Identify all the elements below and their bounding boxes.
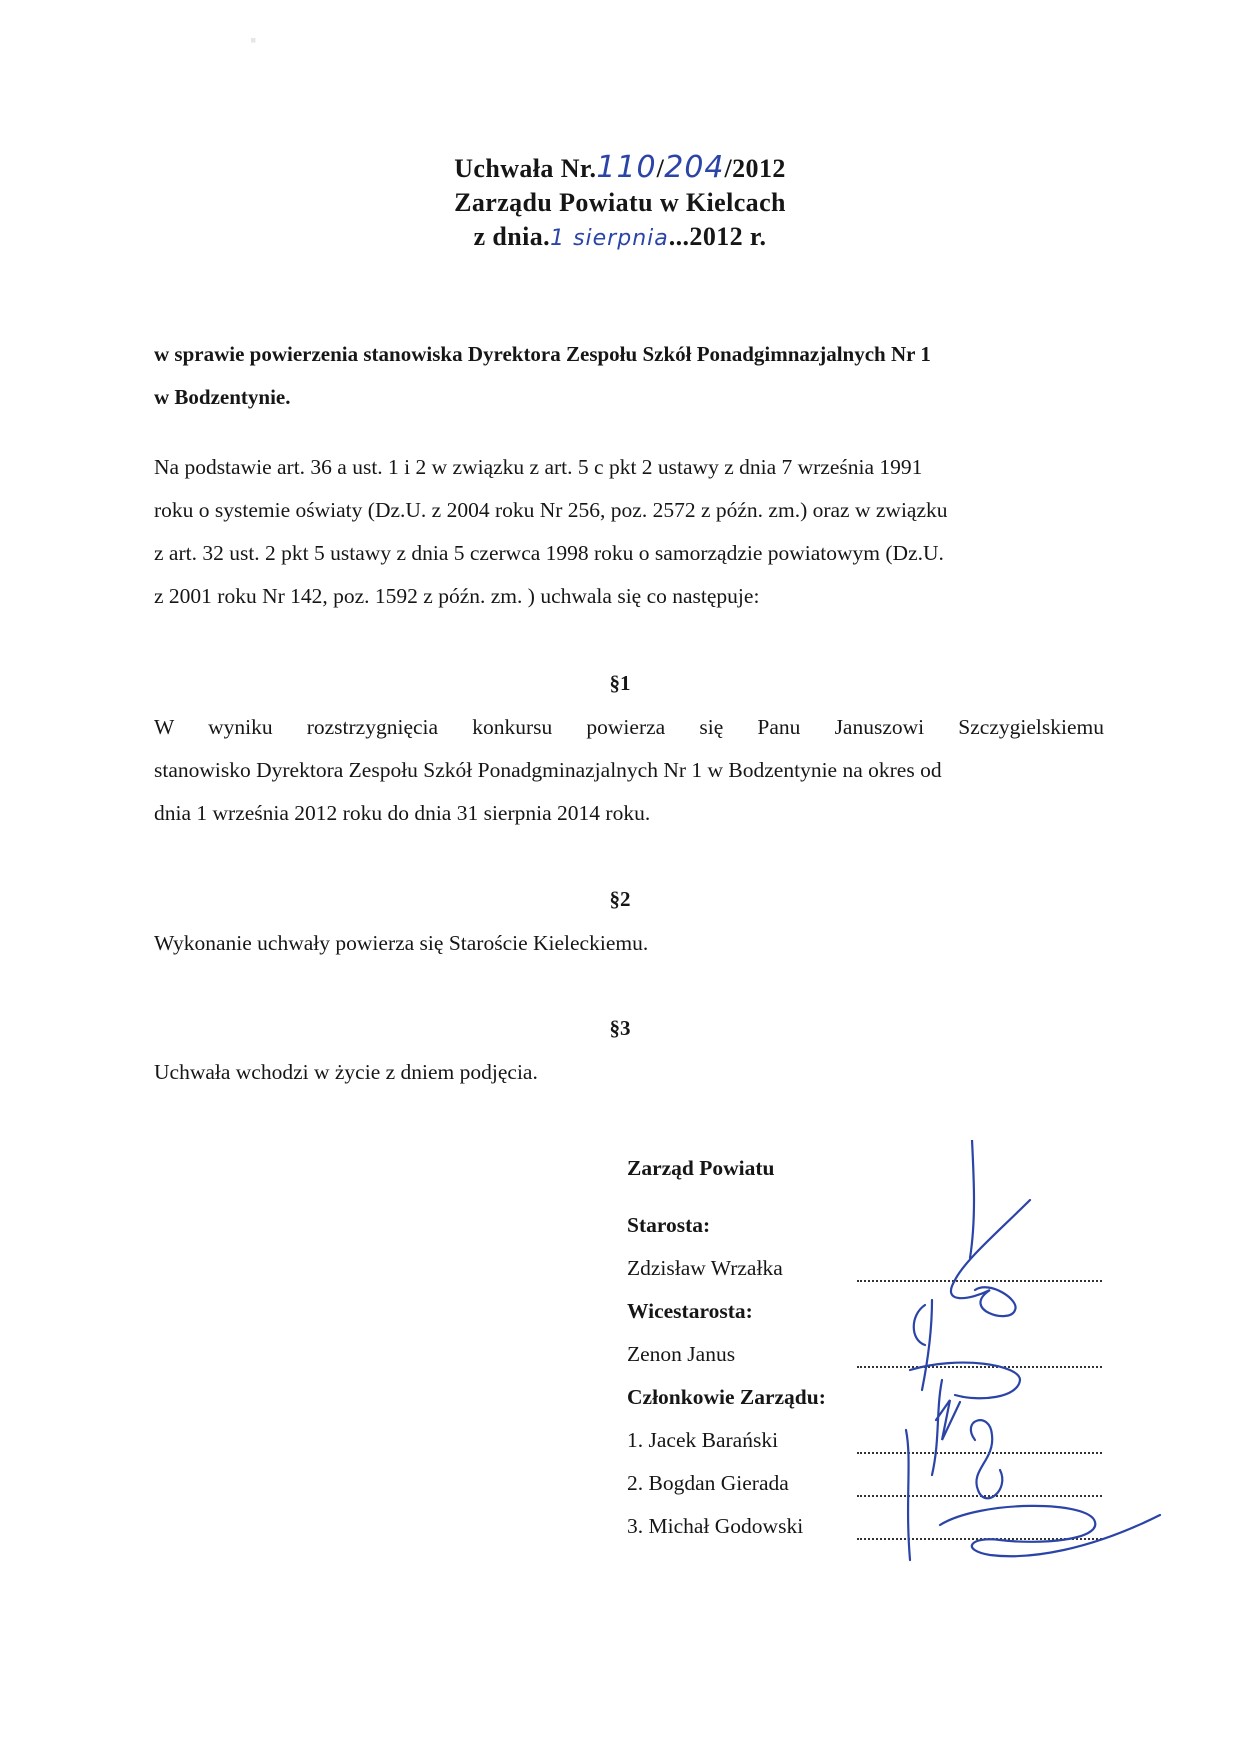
date-suffix: ...2012 r. (668, 222, 767, 251)
section-3-sign: §3 (609, 1016, 631, 1040)
subject-line-2: w Bodzentynie. (154, 385, 291, 409)
wicestarosta-row (627, 1342, 857, 1367)
wicestarosta-name: Zenon Janus (627, 1342, 736, 1366)
starosta-row (627, 1256, 857, 1281)
member-name: 1. Jacek Barański (627, 1428, 779, 1452)
member-row (627, 1514, 857, 1539)
section-line: Wykonanie uchwały powierza się Staroście Kieleckiemu. (154, 931, 649, 955)
section-2-text (154, 922, 1104, 965)
resolution-number-line (0, 150, 1240, 185)
section-line: Uchwała wchodzi w życie z dniem podjęcia. (154, 1060, 538, 1084)
member-row (627, 1428, 857, 1453)
subject-line-1: w sprawie powierzenia stanowiska Dyrektora Zespołu Szkół Ponadgimnazjalnych Nr 1 (154, 342, 931, 366)
starosta-name: Zdzisław Wrzałka (627, 1256, 783, 1280)
preamble-line: Na podstawie art. 36 a ust. 1 i 2 w związku z art. 5 c pkt 2 ustawy z dnia 7 września 1991 (154, 455, 923, 479)
board-heading: Zarząd Powiatu (627, 1156, 775, 1180)
members-label: Członkowie Zarządu: (627, 1385, 826, 1409)
preamble-line: z 2001 roku Nr 142, poz. 1592 z późn. zm. ) uchwala się co następuje: (154, 584, 760, 608)
preamble-line: roku o systemie oświaty (Dz.U. z 2004 roku Nr 256, poz. 2572 z późn. zm.) oraz w związku (154, 498, 948, 522)
section-1-sign: §1 (609, 671, 631, 695)
preamble (154, 446, 1104, 618)
wicestarosta-label: Wicestarosta: (627, 1299, 753, 1323)
section-line: dnia 1 września 2012 roku do dnia 31 sierpnia 2014 roku. (154, 801, 651, 825)
handwritten-number-2: 204 (664, 150, 725, 185)
section-2-sign: §2 (609, 887, 631, 911)
section-3-text (154, 1051, 1104, 1094)
member-name: 2. Bogdan Gierada (627, 1471, 789, 1495)
section-line: stanowisko Dyrektora Zespołu Szkół Ponadgminazjalnych Nr 1 w Bodzentynie na okres od (154, 758, 942, 782)
handwritten-date: 1 sierpnia (550, 226, 669, 251)
member-name: 3. Michał Godowski (627, 1514, 804, 1538)
section-line: W wyniku rozstrzygnięcia konkursu powierza się Panu Januszowi Szczygielskiemu (154, 715, 1104, 739)
member-row (627, 1471, 857, 1496)
date-prefix: z dnia. (473, 222, 551, 251)
section-1-text (154, 706, 1104, 835)
preamble-line: z art. 32 ust. 2 pkt 5 ustawy z dnia 5 czerwca 1998 roku o samorządzie powiatowym (Dz.U. (154, 541, 944, 565)
starosta-label: Starosta: (627, 1213, 711, 1237)
resolution-year: /2012 (724, 154, 786, 183)
scan-ghost-mark: ▪ (250, 30, 257, 50)
issuer-line: Zarządu Powiatu w Kielcach (454, 188, 786, 217)
handwritten-number-1: 110 (596, 150, 657, 185)
date-line (0, 222, 1240, 252)
number-separator: / (656, 154, 665, 183)
resolution-number-prefix: Uchwała Nr. (454, 154, 597, 183)
subject (154, 333, 1094, 419)
handwritten-signatures (870, 1140, 1170, 1580)
